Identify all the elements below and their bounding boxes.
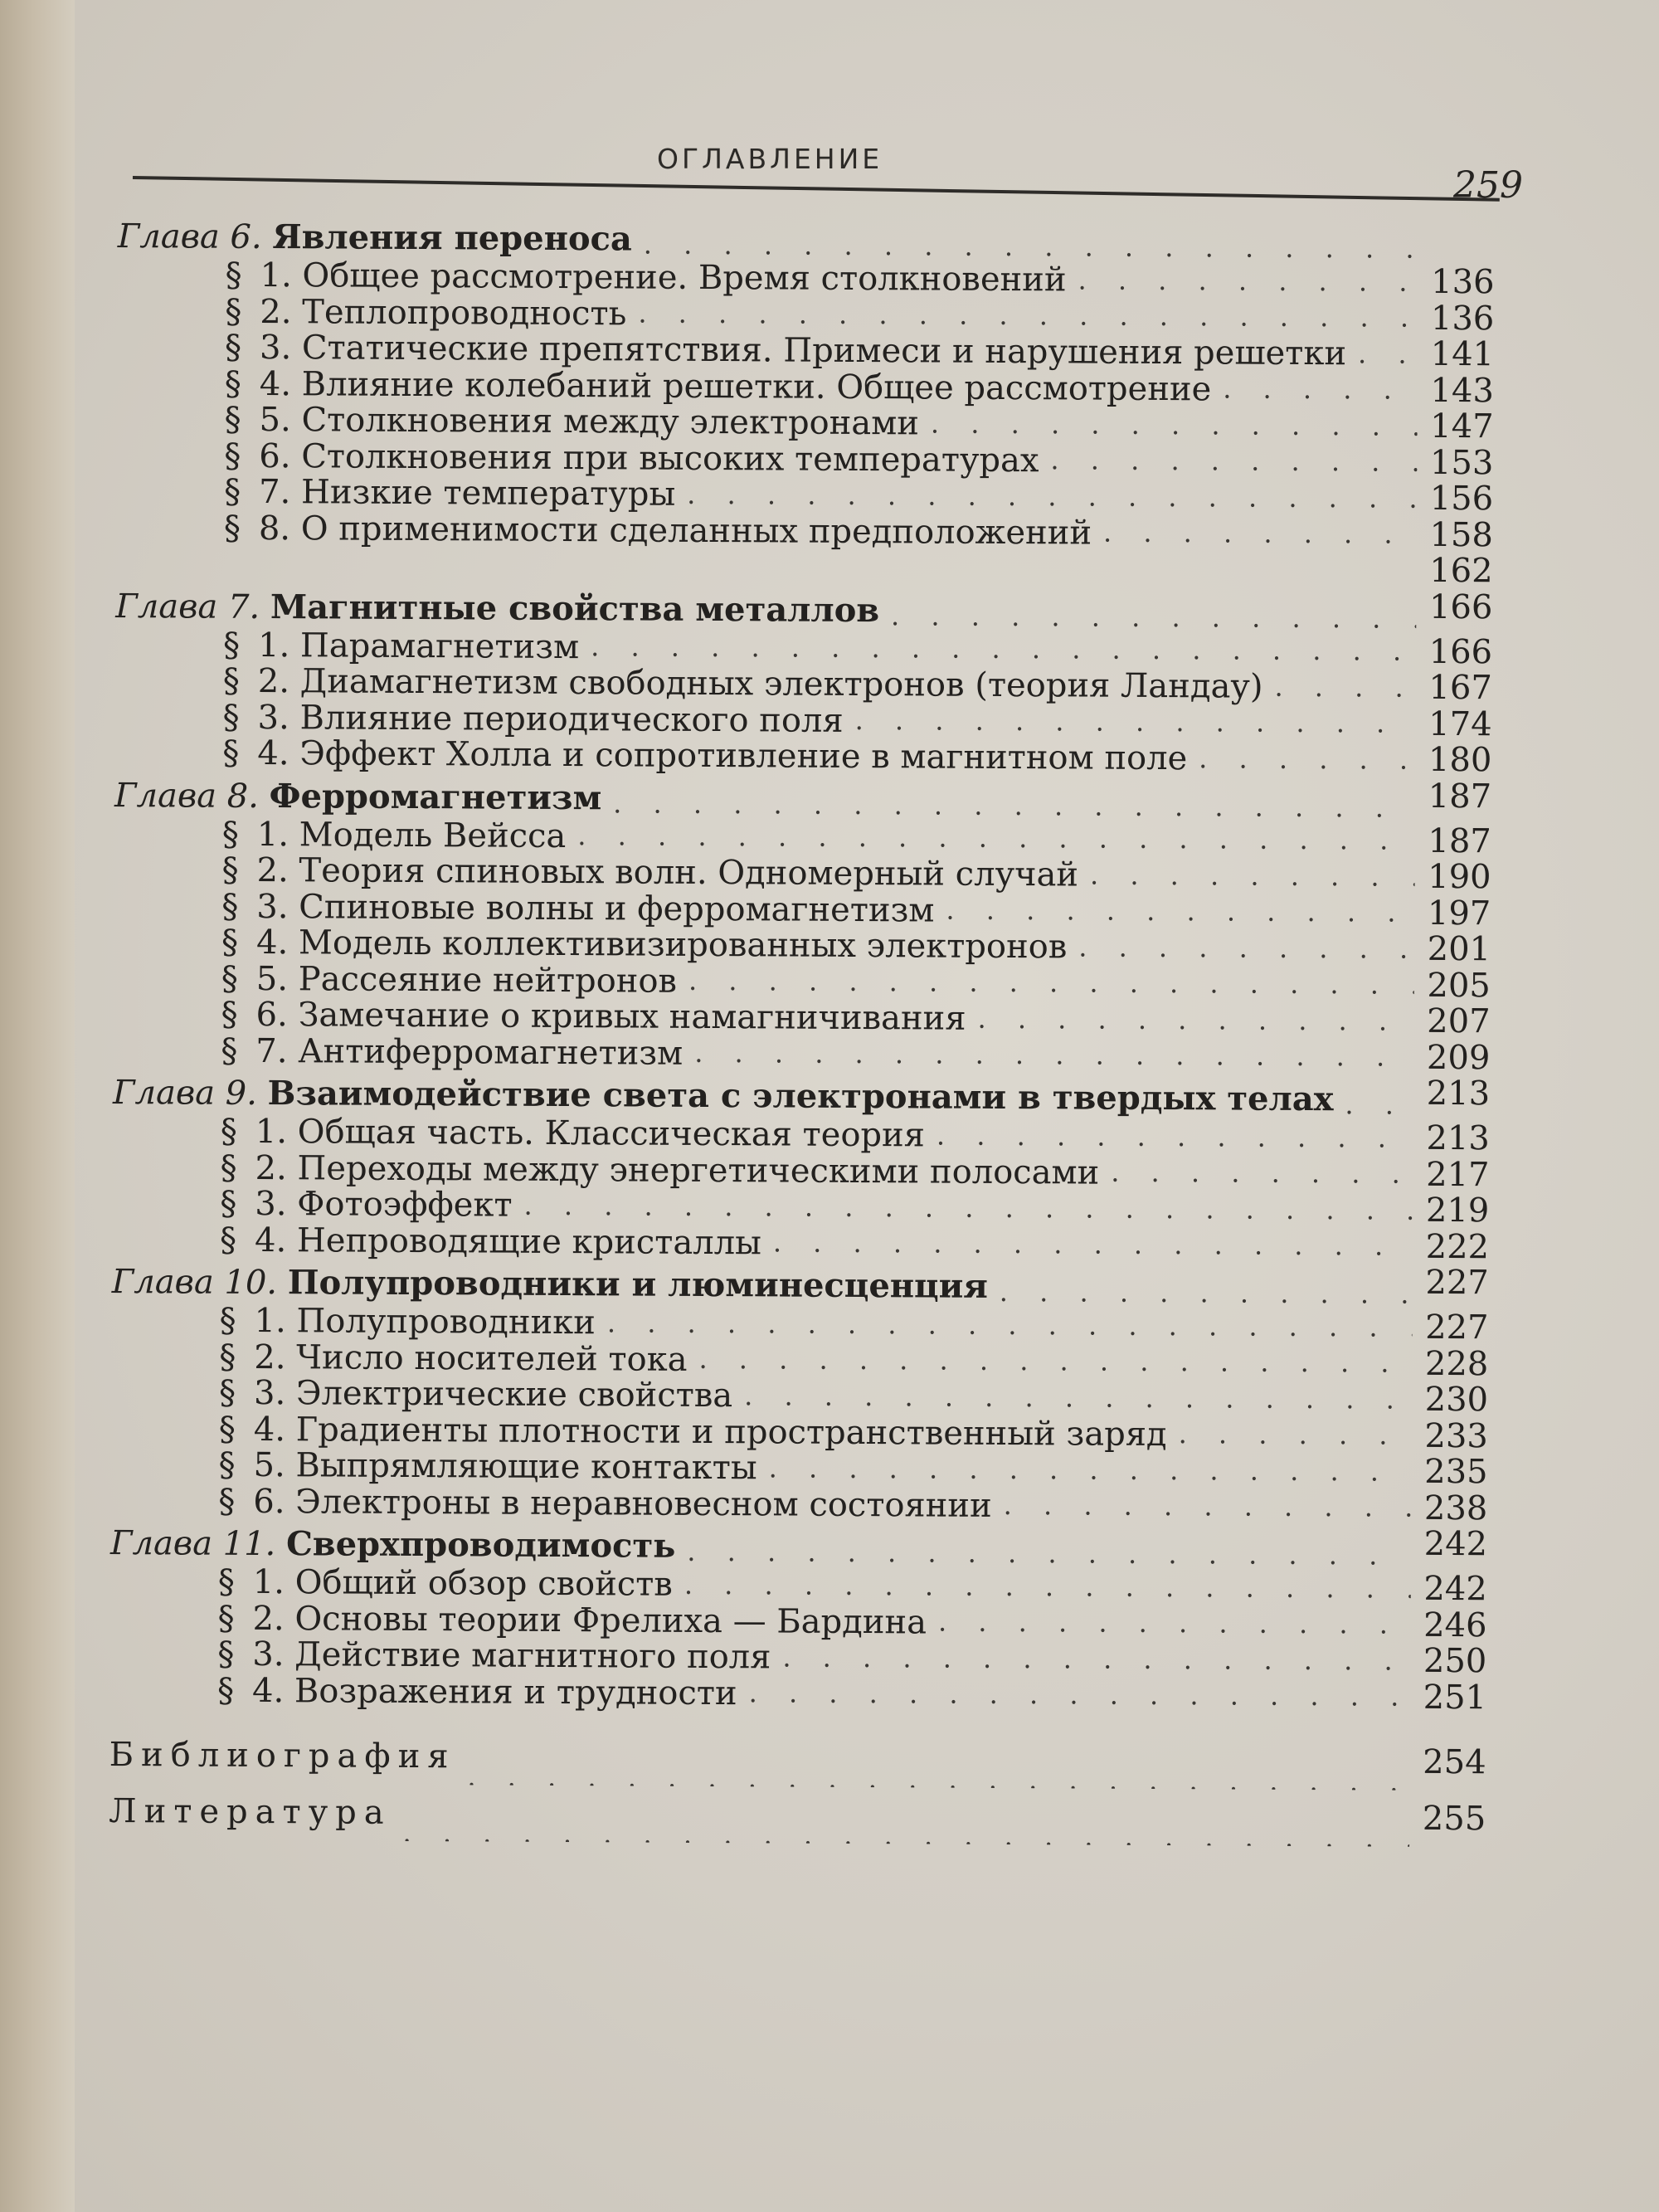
section-title [115, 626, 579, 665]
section-number: 1. [252, 1562, 285, 1602]
dot-leader [613, 782, 1415, 823]
section-title [110, 1447, 757, 1487]
chapter-label: Глава 9. [112, 1073, 258, 1113]
section-entry[interactable] [114, 735, 1491, 779]
section-sign: § [221, 887, 239, 926]
section-sign: § [222, 661, 240, 700]
back-matter-entry[interactable] [109, 1783, 1486, 1847]
section-number: 4. [251, 1671, 285, 1710]
section-text: Градиенты плотности и пространственный заряд [295, 1410, 1167, 1454]
back-matter-title: Литература [109, 1791, 392, 1832]
section-page: 143 [1430, 371, 1494, 410]
dot-leader [1111, 1155, 1413, 1193]
chapter-label: Глава 7. [115, 587, 260, 626]
section-title [114, 960, 677, 999]
section-sign: § [224, 436, 241, 475]
section-page: 251 [1423, 1678, 1487, 1717]
section-title [115, 699, 844, 738]
section-title [111, 1375, 732, 1415]
trailing-page-row [116, 546, 1493, 590]
chapter-name: Магнитные свойства металлов [270, 587, 880, 630]
chapter-block [112, 1072, 1490, 1265]
section-text: Действие магнитного поля [294, 1635, 771, 1677]
section-text: Теплопроводность [302, 292, 627, 333]
section-sign: § [221, 959, 238, 998]
section-text: Фотоэффект [297, 1185, 513, 1225]
chapter-label: Глава 11. [109, 1523, 276, 1564]
dot-leader [688, 963, 1414, 1004]
section-sign: § [218, 1482, 236, 1521]
section-entry[interactable] [112, 1221, 1489, 1265]
section-text: Электрические свойства [295, 1374, 733, 1415]
section-page: 158 [1429, 515, 1494, 554]
back-matter-entry[interactable] [109, 1727, 1486, 1791]
section-page: 141 [1430, 334, 1495, 374]
section-page: 187 [1428, 821, 1491, 860]
section-text: Общий обзор свойств [294, 1563, 674, 1604]
dot-leader [946, 893, 1414, 932]
section-sign: § [225, 292, 242, 331]
section-page: 228 [1424, 1344, 1489, 1383]
section-number: 2. [257, 661, 290, 701]
section-text: Замечание о кривых намагничивания [298, 996, 966, 1038]
section-page: 209 [1426, 1038, 1491, 1077]
section-sign: § [220, 1148, 237, 1187]
chapter-page: 227 [1425, 1263, 1489, 1303]
section-number: 4. [257, 733, 289, 773]
section-title [117, 402, 920, 442]
section-number: 3. [252, 1635, 285, 1674]
section-entry[interactable] [109, 1672, 1486, 1716]
section-text: Теория спиновых волн. Одномерный случай [299, 851, 1079, 894]
chapter-name: Полупроводники и люминесценция [287, 1263, 989, 1306]
chapter-title [118, 216, 632, 260]
section-number: 8. [258, 509, 291, 548]
section-sign: § [221, 850, 239, 889]
section-number: 3. [256, 887, 289, 926]
section-page: 242 [1423, 1569, 1487, 1609]
section-number: 2. [260, 292, 292, 331]
section-sign: § [221, 815, 239, 854]
section-sign: § [224, 364, 242, 403]
dot-leader [1179, 1416, 1412, 1454]
chapter-label: Глава 8. [114, 776, 260, 816]
section-page: 233 [1424, 1416, 1488, 1455]
dot-leader [402, 1805, 1409, 1847]
section-sign: § [221, 1031, 238, 1070]
chapter-page: 242 [1423, 1524, 1488, 1564]
section-page: 246 [1423, 1605, 1487, 1644]
chapter-name: Ферромагнетизм [269, 776, 602, 817]
section-text: Антиферромагнетизм [298, 1031, 684, 1073]
chapter-name: Взаимодействие света с электронами в твердых телах [267, 1074, 1334, 1119]
dot-leader [931, 406, 1418, 445]
section-title [116, 437, 1039, 479]
section-page: 136 [1431, 262, 1495, 302]
section-sign: § [221, 923, 239, 962]
dot-leader [684, 1566, 1411, 1607]
dot-leader [698, 1342, 1412, 1382]
section-text: Влияние колебаний решетки. Общее рассмотрение [301, 364, 1212, 408]
section-page: 197 [1427, 894, 1491, 933]
section-text: Переходы между энергетическими полосами [297, 1148, 1100, 1192]
section-number: 5. [259, 400, 291, 440]
section-sign: § [221, 995, 238, 1034]
back-matter-page: 255 [1422, 1799, 1486, 1839]
chapter-title [112, 1261, 988, 1308]
section-number: 1. [257, 626, 290, 665]
section-text: Эффект Холла и сопротивление в магнитном поле [299, 734, 1188, 778]
section-title [110, 1483, 992, 1523]
chapter-label: Глава 10. [111, 1262, 278, 1303]
dot-leader [1050, 442, 1417, 480]
dot-leader [694, 1035, 1413, 1076]
section-page: 156 [1429, 479, 1494, 519]
section-text: Диамагнетизм свободных электронов (теория Ландау) [299, 662, 1263, 706]
section-sign: § [220, 1184, 237, 1223]
section-number: 2. [254, 1337, 286, 1376]
dot-leader [977, 1001, 1413, 1040]
section-number: 3. [253, 1373, 286, 1413]
section-page: 205 [1427, 966, 1491, 1005]
section-text: Столкновения при высоких температурах [301, 436, 1039, 480]
section-number: 1. [260, 256, 292, 295]
section-number: 3. [255, 1184, 287, 1224]
section-text: Непроводящие кристаллы [296, 1220, 762, 1262]
section-title [109, 1672, 737, 1712]
dot-leader [782, 1640, 1410, 1679]
section-title [112, 1186, 512, 1224]
chapter-block [110, 1261, 1489, 1527]
section-text: О применимости сделанных предположений [300, 509, 1092, 553]
table-of-contents [109, 216, 1495, 1847]
section-sign: § [223, 509, 241, 548]
section-number: 3. [259, 328, 292, 368]
section-sign: § [216, 1671, 235, 1710]
section-page: 217 [1426, 1155, 1490, 1194]
dot-leader [855, 703, 1416, 743]
section-title [109, 1636, 771, 1676]
section-text: Полупроводники [296, 1302, 596, 1342]
section-title [113, 1032, 683, 1071]
section-text: Возражения и трудности [294, 1671, 737, 1713]
section-page: 136 [1430, 299, 1495, 338]
chapter-block [109, 1523, 1487, 1716]
section-page: 153 [1429, 443, 1494, 482]
section-page: 166 [1428, 632, 1493, 671]
section-text: Влияние периодического поля [299, 698, 844, 740]
dot-leader [773, 1225, 1413, 1264]
section-entry[interactable] [116, 509, 1493, 553]
section-number: 3. [257, 698, 289, 737]
section-text: Парамагнетизм [299, 626, 580, 666]
section-sign: § [217, 1635, 235, 1674]
section-page: 238 [1423, 1488, 1488, 1527]
chapter-list [109, 216, 1495, 1716]
section-number: 7. [259, 472, 291, 512]
section-number: 2. [252, 1599, 285, 1638]
section-page: 222 [1425, 1227, 1490, 1266]
section-page: 167 [1428, 668, 1492, 708]
section-page: 174 [1428, 704, 1492, 743]
section-page: 219 [1425, 1191, 1490, 1230]
dot-leader [1000, 1271, 1413, 1310]
section-sign: § [218, 1410, 236, 1449]
section-sign: § [217, 1562, 235, 1601]
dot-leader [467, 1748, 1409, 1790]
chapter-name: Явления переноса [272, 217, 633, 259]
dot-leader [607, 1305, 1413, 1346]
section-page: 190 [1428, 857, 1491, 897]
section-number: 5. [255, 959, 289, 998]
section-sign: § [219, 1301, 236, 1340]
section-sign: § [224, 328, 242, 367]
section-number: 2. [255, 1148, 287, 1187]
trailing-page: 162 [1429, 551, 1493, 591]
section-number: 1. [254, 1301, 286, 1341]
section-title [111, 1338, 687, 1377]
dot-leader [1223, 371, 1418, 408]
section-entry[interactable] [113, 1032, 1490, 1076]
section-title [113, 1113, 925, 1154]
dot-leader [1090, 857, 1415, 895]
chapter-label: Глава 6. [117, 217, 262, 256]
section-title [114, 735, 1187, 777]
section-number: 4. [253, 1410, 286, 1449]
section-number: 6. [253, 1482, 285, 1521]
section-page: 230 [1424, 1380, 1489, 1420]
chapter-title [110, 1523, 676, 1567]
section-page: 147 [1430, 407, 1494, 446]
section-sign: § [220, 1112, 237, 1151]
section-title [110, 1564, 673, 1603]
section-number: 6. [255, 995, 288, 1035]
section-text: Общее рассмотрение. Время столкновений [302, 256, 1067, 300]
page-number: 259 [1453, 164, 1523, 207]
dot-leader [1358, 336, 1418, 373]
chapter-page: 213 [1426, 1074, 1491, 1113]
section-text: Модель коллективизированных электронов [298, 923, 1068, 967]
section-sign: § [218, 1373, 236, 1412]
section-sign: § [219, 1337, 236, 1376]
dot-leader [891, 595, 1416, 635]
section-title [112, 1221, 761, 1261]
section-sign: § [222, 733, 240, 772]
section-text: Выпрямляющие контакты [295, 1446, 757, 1488]
section-sign: § [222, 698, 240, 737]
back-matter-list [109, 1727, 1486, 1847]
back-matter-page: 254 [1423, 1742, 1486, 1782]
section-text: Низкие температуры [300, 473, 676, 514]
chapter-title [115, 585, 879, 631]
dot-leader [744, 1378, 1412, 1418]
section-number: 1. [256, 815, 289, 854]
section-sign: § [218, 1445, 236, 1484]
section-title [116, 509, 1092, 551]
header-rule [133, 176, 1500, 202]
section-text: Модель Вейсса [299, 815, 567, 855]
dot-leader [1078, 929, 1414, 967]
dot-leader [749, 1675, 1411, 1715]
section-entry[interactable] [110, 1483, 1487, 1527]
section-text: Электроны в неравновесном состоянии [295, 1482, 992, 1525]
section-text: Рассеяние нейтронов [298, 959, 678, 1001]
section-title [114, 816, 567, 855]
section-text: Статические препятствия. Примеси и нарушения решетки [301, 329, 1347, 373]
back-matter-title: Библиография [109, 1735, 456, 1776]
section-title [116, 474, 675, 513]
section-sign: § [225, 256, 242, 295]
section-page: 207 [1427, 1001, 1491, 1041]
section-sign: § [217, 1599, 235, 1638]
section-text: Спиновые волны и ферромагнетизм [299, 887, 935, 930]
chapter-page: 187 [1428, 777, 1492, 816]
dot-leader [1274, 669, 1416, 706]
section-text: Основы теории Фрелиха — Бардина [294, 1599, 927, 1641]
section-page: 213 [1426, 1118, 1490, 1158]
dot-leader [938, 1605, 1411, 1644]
book-gutter-shadow [0, 0, 75, 2212]
chapter-page: 166 [1428, 587, 1493, 626]
section-page: 227 [1425, 1308, 1489, 1347]
dot-leader [1199, 741, 1415, 778]
section-page: 201 [1427, 929, 1491, 969]
section-page: 235 [1424, 1452, 1488, 1492]
section-title [114, 996, 966, 1037]
dot-leader [937, 1118, 1413, 1157]
section-number: 1. [255, 1112, 288, 1152]
dot-leader [1004, 1488, 1412, 1527]
running-title: ОГЛАВЛЕНИЕ [657, 143, 883, 175]
section-text: Общая часть. Классическая теория [297, 1113, 926, 1155]
chapter-block [114, 585, 1492, 778]
section-number: 4. [254, 1220, 287, 1259]
section-number: 4. [255, 923, 289, 962]
section-sign: § [224, 472, 241, 511]
section-page: 180 [1428, 740, 1492, 780]
section-sign: § [219, 1220, 237, 1259]
section-page: 250 [1423, 1641, 1487, 1681]
section-number: 4. [259, 364, 292, 403]
section-title [111, 1303, 596, 1342]
section-number: 6. [259, 436, 291, 475]
dot-leader [687, 476, 1417, 517]
chapter-title [114, 774, 601, 818]
section-number: 2. [256, 850, 289, 890]
dot-leader [769, 1450, 1412, 1490]
section-text: Столкновения между электронами [301, 401, 920, 443]
dot-leader [1078, 262, 1418, 300]
chapter-block [113, 774, 1491, 1076]
chapter-name: Сверхпроводимость [285, 1524, 676, 1566]
dot-leader [1103, 515, 1417, 553]
section-sign: § [222, 626, 241, 665]
section-number: 7. [255, 1031, 288, 1070]
section-sign: § [224, 400, 241, 439]
dot-leader [1345, 1084, 1413, 1120]
chapter-block [116, 216, 1495, 590]
section-title [117, 293, 626, 332]
section-number: 5. [253, 1445, 285, 1485]
section-text: Число носителей тока [296, 1337, 688, 1379]
dot-leader [687, 1531, 1411, 1571]
